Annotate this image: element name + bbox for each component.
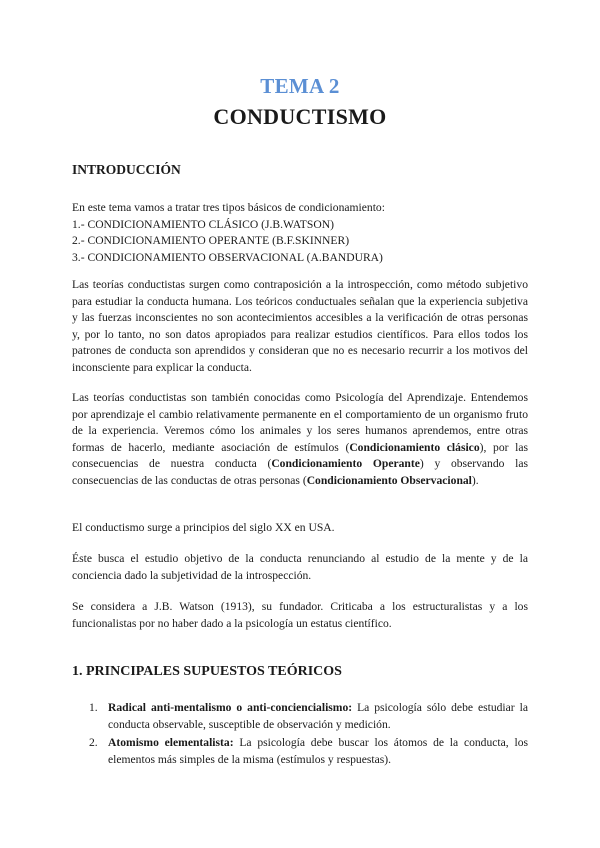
list-item-text: La psicología sólo debe estudiar la conducta observable, susceptible de observación y medición. xyxy=(108,701,528,731)
paragraph: Éste busca el estudio objetivo de la conducta renunciando al estudio de la mente y de la conciencia dado la subjetividad de la introspección. xyxy=(72,552,528,582)
list-item xyxy=(72,700,528,733)
bold-term: Condicionamiento Observacional xyxy=(306,473,472,487)
intro-line: 3.- CONDICIONAMIENTO OBSERVACIONAL (A.BANDURA) xyxy=(72,250,383,264)
paragraph-text: ). xyxy=(471,473,479,487)
paragraph-text: ) y observando las consecuencias de las conductas de otras personas ( xyxy=(72,457,529,487)
list-number: 2. xyxy=(89,736,98,749)
list-number: 1. xyxy=(89,701,98,714)
paragraph: El conductismo surge a principios del siglo XX en USA. xyxy=(72,521,335,534)
paragraph: Se considera a J.B. Watson (1913), su fundador. Criticaba a los estructuralistas y a los funcionalistas por no haber dado a la psicología un estatus científico. xyxy=(72,600,528,630)
paragraph xyxy=(72,390,528,489)
intro-list xyxy=(72,200,528,266)
paragraph-text: ), por las consecuencias de nuestra conducta ( xyxy=(72,440,528,470)
paragraph: Las teorías conductistas surgen como contraposición a la introspección, como método subjetivo para estudiar la conducta humana. Los teóricos conductuales señalan que la experiencia subjetiva y las fuerzas inconscientes no son acontecimientos accesibles a la verificación de otras personas y, por lo tanto, no son datos apropiados para realizar estudios científicos. Para ellos todos los patrones de conducta son aprendidos y consideran que no es necesario recurrir a los motivos del inconsciente para explicar la conducta. xyxy=(72,278,528,374)
intro-line: 1.- CONDICIONAMIENTO CLÁSICO (J.B.WATSON) xyxy=(72,217,334,231)
bold-term: Condicionamiento clásico xyxy=(349,440,480,454)
intro-heading: INTRODUCCIÓN xyxy=(72,162,181,177)
list-item xyxy=(72,735,528,768)
page-title: CONDUCTISMO xyxy=(213,104,387,129)
paragraph-text: Las teorías conductistas son también conocidas como Psicología del Aprendizaje. Entendemos por aprendizaje el cambio relativamente permanente en el comportamiento de un organismo fruto de la experiencia. Veremos cómo los animales y los seres humanos aprendemos, entre otras formas de hacerlo, mediante asociación de estímulos ( xyxy=(72,391,528,454)
assumptions-list xyxy=(72,700,528,770)
intro-line: 2.- CONDICIONAMIENTO OPERANTE (B.F.SKINNER) xyxy=(72,234,350,247)
topic-number: TEMA 2 xyxy=(260,74,340,98)
section-heading: 1. PRINCIPALES SUPUESTOS TEÓRICOS xyxy=(72,664,342,679)
bold-term: Condicionamiento Operante xyxy=(271,457,420,470)
bold-term: Radical anti-mentalismo o anti-conciencialismo: xyxy=(108,701,353,714)
bold-term: Atomismo elementalista: xyxy=(108,736,234,749)
intro-line: En este tema vamos a tratar tres tipos básicos de condicionamiento: xyxy=(72,201,385,214)
list-item-text: La psicología debe buscar los átomos de la conducta, los elementos más simples de la misma (estímulos y respuestas). xyxy=(108,736,528,766)
